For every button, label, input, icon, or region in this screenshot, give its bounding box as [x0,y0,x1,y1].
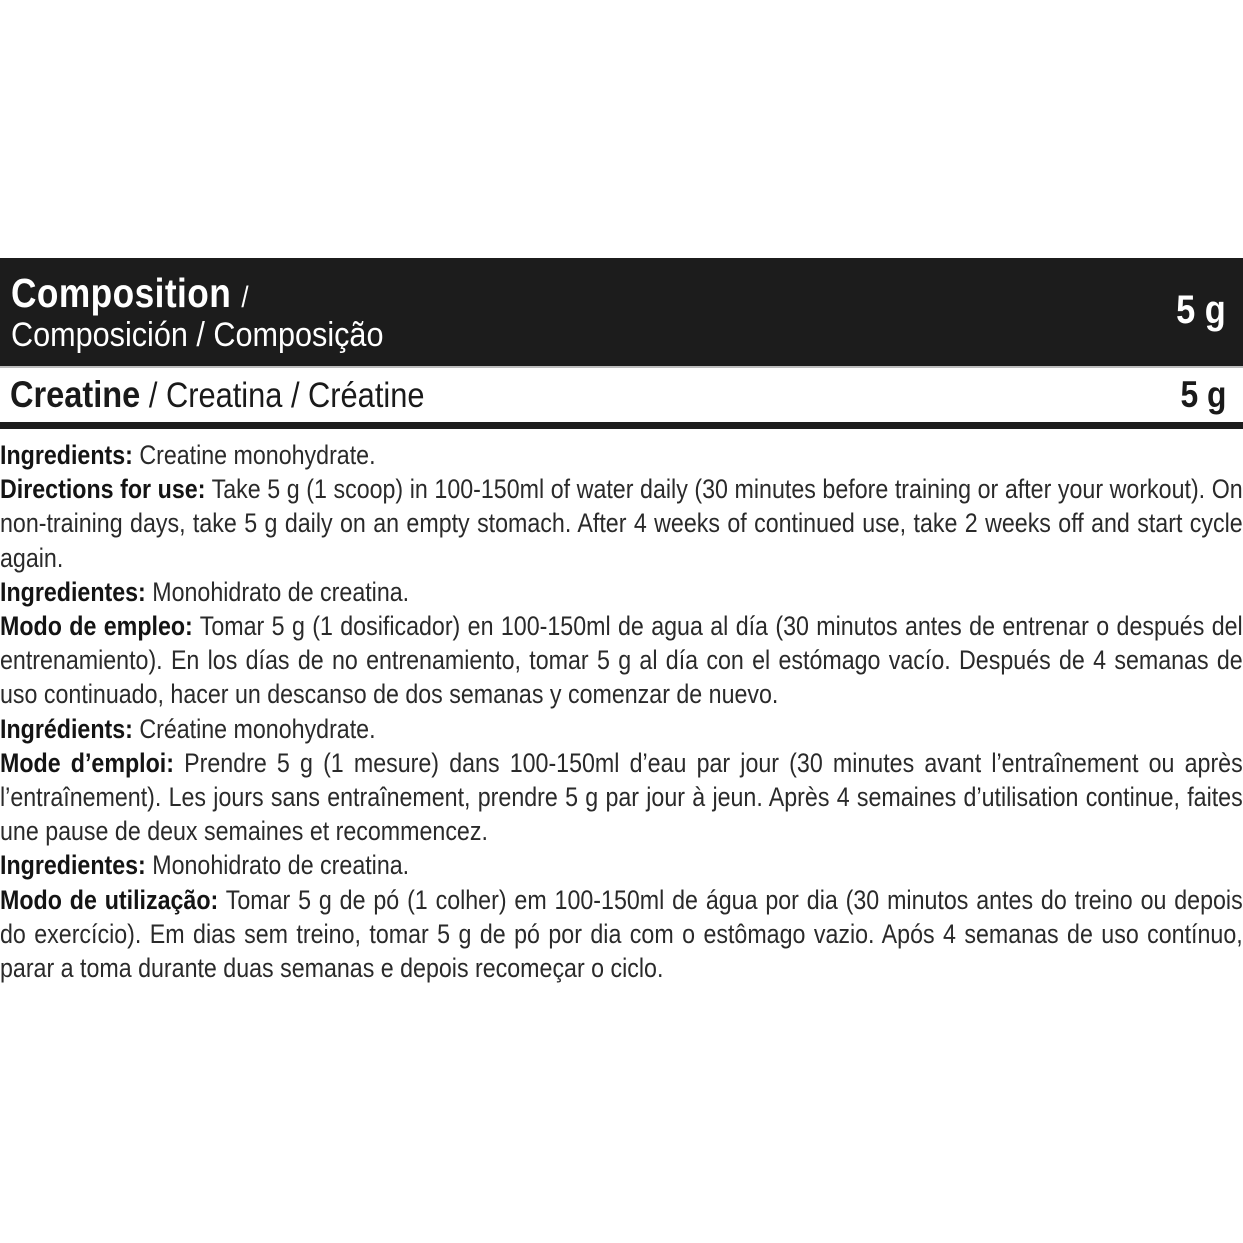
creatine-row [0,368,1243,429]
paragraph-label: Modo de empleo: [0,611,193,642]
paragraph-directions-en [0,472,1243,575]
composition-header [0,258,1243,368]
paragraph-label: Mode d’emploi: [0,747,174,778]
paragraph-ingredients-es [0,575,1243,609]
paragraph-label: Ingredientes: [0,576,146,607]
header-amount: 5 g [1176,288,1226,332]
header-title [11,270,249,317]
paragraph-text: Monohidrato de creatina. [145,576,410,607]
paragraph-text: Monohidrato de creatina. [145,850,410,881]
composition-table [0,258,1243,429]
paragraph-label: Ingredientes: [0,850,146,881]
row-amount: 5 g [1180,374,1226,415]
header-subtitle: Composición / Composição [11,316,384,354]
paragraph-label: Modo de utilização: [0,884,219,915]
paragraph-ingredients-pt [0,848,1243,882]
paragraph-text: Prendre 5 g (1 mesure) dans 100-150ml d’eau par jour (30 minutes avant l’entraînement ou après l’entraînement). Les jours sans entraînement, prendre 5 g par jour à jeun. Après 4 semaines d’utilisation continue, faites une pause de deux semaines et recommencez. [0,747,1243,847]
row-name [10,374,424,416]
paragraph-label: Ingrédients: [0,713,133,744]
paragraph-directions-fr [0,746,1243,849]
paragraph-text: Creatine monohydrate. [132,440,376,470]
header-title-slash: / [241,281,250,314]
instructions-text [0,438,1243,985]
paragraph-directions-pt [0,883,1243,986]
paragraph-text: Tomar 5 g de pó (1 colher) em 100-150ml de água por dia (30 minutos antes do treino ou depois do exercício). Em dias sem treino, tomar 5 g de pó por dia com o estômago vazio. Após 4 semanas de uso contínuo, parar a toma durante duas semanas e depois recomeçar o ciclo. [0,884,1243,984]
header-title-text: Composition [11,270,232,316]
paragraph-text: Créatine monohydrate. [132,713,376,744]
paragraph-ingredients-en [0,438,1243,472]
paragraph-label: Directions for use: [0,474,206,505]
row-name-rest: / Creatina / Créatine [140,376,425,415]
row-name-bold: Creatine [10,374,141,415]
paragraph-ingredients-fr [0,712,1243,746]
paragraph-label: Ingredients: [0,440,133,470]
paragraph-directions-es [0,609,1243,712]
paragraph-text: Tomar 5 g (1 dosificador) en 100-150ml de agua al día (30 minutos antes de entrenar o después del entrenamiento). En los días de no entrenamiento, tomar 5 g al día con el estómago vacío. Después de 4 semanas de uso continuado, hacer un descanso de dos semanas y comenzar de nuevo. [0,611,1243,710]
paragraph-text: Take 5 g (1 scoop) in 100-150ml of water daily (30 minutes before training or after your workout). On non-training days, take 5 g daily on an empty stomach. After 4 weeks of continued use, take 2 weeks off and start cycle again. [0,474,1243,573]
